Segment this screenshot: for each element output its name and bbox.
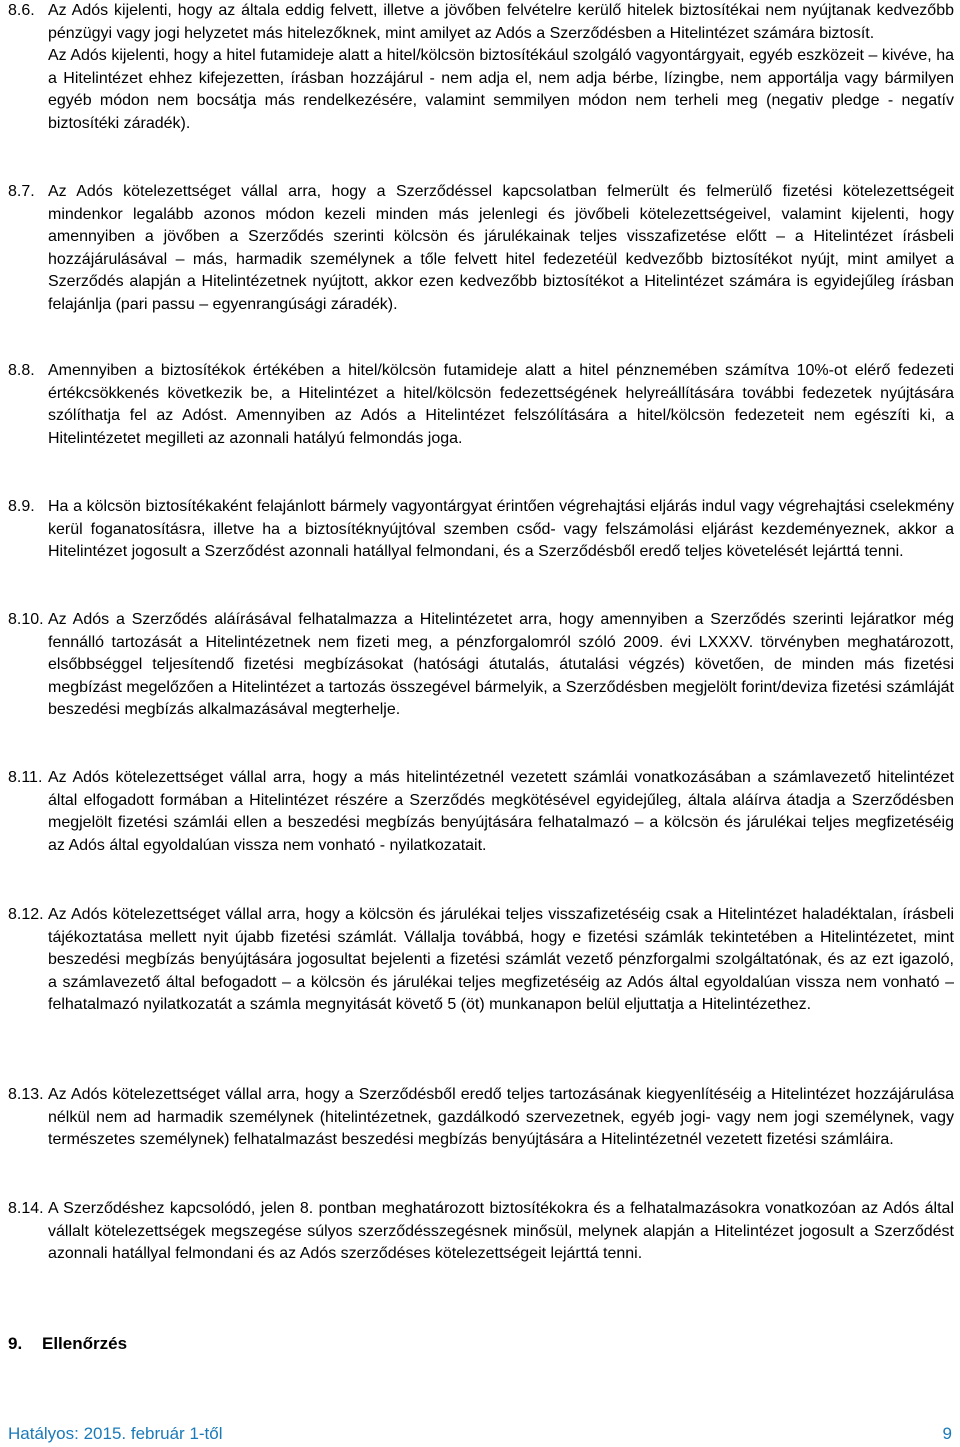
- paragraph-text: Az Adós kijelenti, hogy a hitel futamideje alatt a hitel/kölcsön biztosítékául szolgáló vagyontárgyait, egyéb eszközeit – kivéve, ha a Hitelintézet ehhez kifejezetten, írásban hozzájárul - nem adja el, nem adja bérbe, lízingbe, nem apportálja vagy bármilyen egyéb módon nem bocsátja más rendelkezésére, valamint semmilyen módon nem terheli meg (negativ pledge - negatív biztosítéki záradék).: [48, 47, 954, 132]
- paragraph-number: 8.9.: [8, 498, 35, 515]
- paragraph-text: Az Adós kötelezettséget vállal arra, hogy a Szerződéssel kapcsolatban felmerült és felmerülő fizetési kötelezettségeit mindenkor legalább azonos módon kezeli minden más jelenlegi és jövőbeli kötelezettségeivel, valamint kijelenti, hogy amennyiben a jövőben a Szerződés szerinti kölcsön és járulékainak teljes visszafizetése előtt – a Hitelintézet írásbeli hozzájárulásával – más, harmadik személynek a tőle felvett hitel fedezetéül kedvezőbb biztosítékot nyújt, mint amilyet a Szerződés alapján a Hitelintézetnek nyújtott, akkor ezen kedvezőbb biztosítékot a Hitelintézet számára is egyidejűleg írásban felajánlja (pari passu – egyenrangúsági záradék).: [48, 183, 954, 313]
- paragraph-8-6: [8, 0, 954, 136]
- paragraph-number: 8.8.: [8, 362, 35, 379]
- paragraph-number: 8.10.: [8, 611, 44, 628]
- paragraph-number: 8.13.: [8, 1086, 44, 1103]
- paragraph-text: Amennyiben a biztosítékok értékében a hitel/kölcsön futamideje alatt a hitel pénznemében számítva 10%-ot elérő fedezeti értékcsökkenés következik be, a Hitelintézet a hitel/kölcsön fedezettségének helyreállítására további fedezetek nyújtására szólíthatja fel az Adóst. Amennyiben az Adós a Hitelintézet felszólítására a hitel/kölcsön fedezeteit nem egészíti ki, a Hitelintézetet megilleti az azonnali hatályú felmondás joga.: [48, 362, 954, 447]
- paragraph-text: Az Adós a Szerződés aláírásával felhatalmazza a Hitelintézetet arra, hogy amennyiben a Szerződés szerinti lejáratkor még fennálló tartozását a Hitelintézetnek nem fizeti meg, a pénzforgalomról szóló 2009. évi LXXXV. törvényben meghatározott, elsőbbséggel teljesítendő fizetési megbízásokat (hatósági átutalás, átutalási végzés) követően, de minden más fizetési megbízást megelőzően a Hitelintézet a tartozás összegével bármelyik, a Szerződésben megjelölt forint/deviza fizetési számláját beszedési megbízás alkalmazásával megterhelje.: [48, 611, 954, 719]
- paragraph-number: 8.14.: [8, 1200, 44, 1217]
- paragraph-8-8: [8, 360, 954, 450]
- paragraph-8-10: [8, 609, 954, 722]
- section-title: Ellenőrzés: [42, 1334, 128, 1353]
- paragraph-8-11: [8, 767, 954, 857]
- paragraph-text: A Szerződéshez kapcsolódó, jelen 8. pontban meghatározott biztosítékokra és a felhatalmazásokra vonatkozóan az Adós által vállalt kötelezettségek megszegése súlyos szerződésszegésnek minősül, melynek alapján a Hitelintézet jogosult a Szerződést azonnali hatállyal felmondani és az Adós szerződéses kötelezettségeit lejárttá tenni.: [48, 1200, 954, 1263]
- section-number: 9.: [8, 1334, 23, 1353]
- paragraph-text: Az Adós kötelezettséget vállal arra, hogy a Szerződésből eredő teljes tartozásának kiegyenlítéséig a Hitelintézet hozzájárulása nélkül nem ad harmadik személynek (hitelintézetnek, gazdálkodó szervezetnek, egyéb jogi- vagy nem jogi személynek, vagy természetes személynek) felhatalmazást beszedési megbízás benyújtására a Hitelintézetnél vezetett fizetési számláira.: [48, 1086, 954, 1149]
- paragraph-text: Ha a kölcsön biztosítékaként felajánlott bármely vagyontárgyat érintően végrehajtási eljárás indul vagy végrehajtási cselekmény kerül foganatosításra, illetve ha a biztosítéknyújtóval szemben csőd- vagy felszámolási eljárást kezdeményeznek, akkor a Hitelintézet jogosult a Szerződést azonnali hatállyal felmondani, és a Szerződésből eredő teljes követelését lejárttá tenni.: [48, 498, 954, 561]
- paragraph-8-9: [8, 496, 954, 564]
- paragraph-text: Az Adós kötelezettséget vállal arra, hogy a kölcsön és járulékai teljes visszafizetéséig csak a Hitelintézet haladéktalan, írásbeli tájékoztatása mellett nyit újabb fizetési számlát. Vállalja továbbá, hogy e fizetési számlák tekintetében a Hitelintézetet, mint beszedési megbízás benyújtására jogosultat bejelenti a fizetési számlát vezető pénzforgalmi szolgáltatónak, és az ezt igazoló, a számlavezető által befogadott – a kölcsön és járulékai teljes megfizetéséig az Adós által egyoldalúan vissza nem vonható – felhatalmazó nyilatkozatát a számla megnyitását követő 5 (öt) munkanapon belül eljuttatja a Hitelintézethez.: [48, 906, 954, 1014]
- paragraph-text: Az Adós kötelezettséget vállal arra, hogy a más hitelintézetnél vezetett számlái vonatkozásában a számlavezető hitelintézet által elfogadott formában a Hitelintézet részére a Szerződés megkötésével egyidejűleg, általa aláírva átadja a Szerződésben megjelölt fizetési számlái ellen a beszedési megbízás benyújtására felhatalmazó – a kölcsön és járulékai teljes megfizetéséig az Adós által egyoldalúan vissza nem vonható - nyilatkozatait.: [48, 769, 954, 854]
- paragraph-number: 8.6.: [8, 2, 35, 19]
- paragraph-lead: Az Adós kijelenti, hogy az általa eddig felvett, illetve a jövőben felvételre kerülő hitelek biztosítékai nem nyújtanak kedvezőbb pénzügyi vagy jogi helyzetet más hitelezőknek, mint amilyet az Adós a Szerződésben a Hitelintézet számára biztosít.: [48, 2, 954, 42]
- paragraph-number: 8.12.: [8, 906, 44, 923]
- paragraph-number: 8.11.: [8, 769, 43, 786]
- paragraph-8-13: [8, 1084, 954, 1152]
- page-footer: [8, 1423, 952, 1445]
- section-heading: [8, 1333, 127, 1355]
- paragraph-8-14: [8, 1198, 954, 1266]
- page-number: 9: [942, 1424, 952, 1443]
- paragraph-number: 8.7.: [8, 183, 35, 200]
- footer-effective-date: Hatályos: 2015. február 1-től: [8, 1424, 223, 1443]
- paragraph-8-7: [8, 181, 954, 317]
- paragraph-8-12: [8, 904, 954, 1017]
